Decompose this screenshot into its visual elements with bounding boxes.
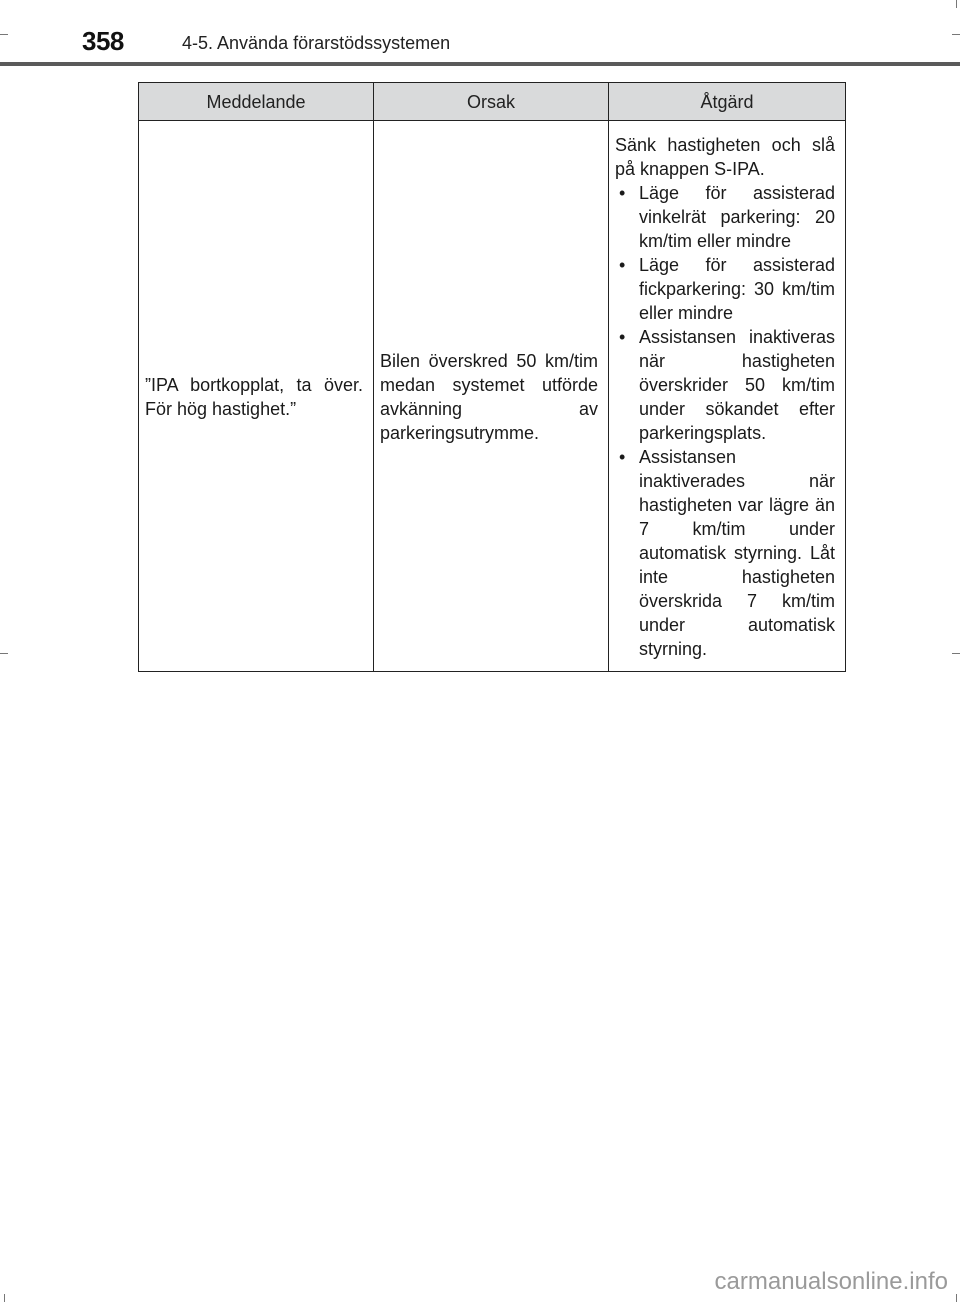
crop-mark — [952, 653, 960, 654]
action-intro: Sänk hastigheten och slå på knappen S-IPA. — [615, 135, 835, 179]
action-bullet-list — [615, 181, 835, 661]
table-header-row — [139, 83, 846, 121]
table-row — [139, 121, 846, 672]
crop-mark — [0, 34, 8, 35]
column-header-message: Meddelande — [139, 83, 374, 121]
bullet-icon: • — [619, 255, 626, 275]
crop-mark — [4, 1294, 5, 1302]
page-header — [0, 0, 960, 66]
list-item — [615, 445, 835, 661]
section-title: 4-5. Använda förarstödssystemen — [182, 33, 451, 53]
bullet-text: Assistansen inaktiveras när hastigheten överskrider 50 km/tim under sökandet efter parkeringsplats. — [639, 327, 835, 443]
crop-mark — [952, 34, 960, 35]
crop-mark — [0, 653, 8, 654]
bullet-text: Assistansen inaktiverades när hastigheten var lägre än 7 km/tim under automatisk styrning. Låt inte hastigheten överskrida 7 km/tim under automatisk styrning. — [639, 447, 835, 659]
cell-action — [609, 121, 846, 672]
column-header-cause: Orsak — [374, 83, 609, 121]
bullet-text: Läge för assisterad fickparkering: 30 km/tim eller mindre — [639, 255, 835, 323]
message-table — [138, 82, 846, 672]
crop-mark — [956, 1294, 957, 1302]
bullet-icon: • — [619, 183, 626, 203]
page-number: 358 — [82, 26, 124, 56]
list-item — [615, 253, 835, 325]
list-item — [615, 181, 835, 253]
watermark: carmanualsonline.info — [714, 1268, 948, 1295]
list-item — [615, 325, 835, 445]
header-rule — [0, 62, 960, 66]
cell-cause: Bilen överskred 50 km/tim medan systemet utförde avkänning av parkeringsutrymme. — [374, 121, 609, 672]
bullet-text: Läge för assisterad vinkelrät parkering: 20 km/tim eller mindre — [639, 183, 835, 251]
bullet-icon: • — [619, 447, 626, 467]
bullet-icon: • — [619, 327, 626, 347]
crop-mark — [956, 0, 957, 8]
column-header-action: Åtgärd — [609, 83, 846, 121]
cell-message: ”IPA bortkopplat, ta över. För hög hastighet.” — [139, 121, 374, 672]
